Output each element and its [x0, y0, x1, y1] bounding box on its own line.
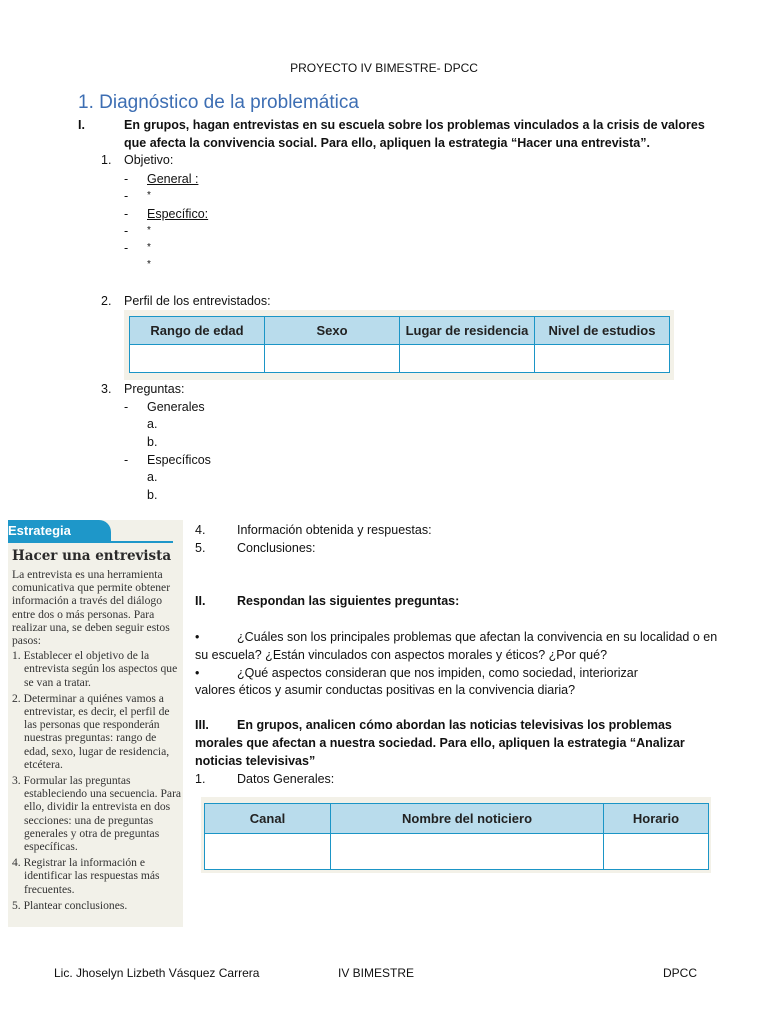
perfil-cell[interactable] — [130, 345, 265, 373]
noticiero-header-horario: Horario — [604, 804, 709, 834]
especificos-item-b: b. — [147, 488, 158, 502]
objetivo-number: 1. — [101, 153, 112, 167]
footer-period: IV BIMESTRE — [338, 966, 415, 980]
document-header-title: PROYECTO IV BIMESTRE- DPCC — [290, 61, 478, 75]
strategy-intro: La entrevista es una herramienta comunicativa que permite obtener información a través del diálogo entre dos o más personas. Para realizar una, se deben seguir estos pasos: — [12, 568, 171, 648]
part-iii-numeral: III. — [195, 718, 209, 732]
perfil-header-rango-edad: Rango de edad — [130, 317, 265, 345]
especificos-item-a: a. — [147, 470, 158, 484]
dash-bullet: - — [124, 241, 129, 255]
preguntas-number: 3. — [101, 382, 112, 396]
strategy-title: Hacer una entrevista — [12, 548, 172, 564]
asterisk-placeholder: * — [147, 242, 151, 253]
question-1-line2: su escuela? ¿Están vinculados con aspectos morales y éticos? ¿Por qué? — [195, 648, 608, 662]
noticiero-cell[interactable] — [604, 834, 709, 870]
strategy-step: 2. Determinar a quiénes vamos a entrevistar, es decir, el perfil de las personas que responderán nuestras preguntas: rango de edad, sexo, lugar de residencia, etcétera. — [12, 691, 170, 771]
part-i-text-line2: que afecta la convivencia social. Para ello, apliquen la estrategia “Hacer una entrevista”. — [124, 136, 650, 150]
strategy-divider — [8, 541, 173, 543]
dash-bullet: - — [124, 207, 129, 221]
generales-item-b: b. — [147, 435, 158, 449]
part-i-text-line1: En grupos, hagan entrevistas en su escuela sobre los problemas vinculados a la crisis de valores — [124, 118, 705, 132]
part-i-numeral: I. — [78, 118, 85, 132]
general-label: General : — [147, 172, 199, 186]
bullet-icon: • — [195, 630, 200, 644]
perfil-header-sexo: Sexo — [265, 317, 400, 345]
footer-course: DPCC — [663, 966, 698, 980]
conclusiones-label: Conclusiones: — [237, 541, 316, 555]
strategy-step: 5. Plantear conclusiones. — [12, 898, 128, 912]
perfil-header-lugar-residencia: Lugar de residencia — [400, 317, 535, 345]
datos-number: 1. — [195, 772, 206, 786]
dash-bullet: - — [124, 224, 129, 238]
perfil-header-nivel-estudios: Nivel de estudios — [535, 317, 670, 345]
question-2-line1: ¿Qué aspectos consideran que nos impiden, como sociedad, interiorizar — [237, 666, 638, 680]
perfil-number: 2. — [101, 294, 112, 308]
perfil-cell[interactable] — [265, 345, 400, 373]
strategy-step: 3. Formular las preguntas estableciendo una secuencia. Para ello, dividir la entrevista en dos secciones: una de preguntas generales y otra de preguntas específicas. — [12, 774, 182, 854]
dash-bullet: - — [124, 172, 129, 186]
dash-bullet: - — [124, 453, 129, 467]
asterisk-placeholder: * — [147, 225, 151, 236]
noticiero-header-nombre: Nombre del noticiero — [331, 804, 604, 834]
section-heading: 1. Diagnóstico de la problemática — [78, 92, 359, 113]
info-number: 4. — [195, 523, 206, 537]
especificos-label: Específicos — [147, 453, 211, 467]
noticiero-header-canal: Canal — [205, 804, 331, 834]
bullet-icon: • — [195, 666, 200, 680]
strategy-tab: Estrategia — [8, 520, 111, 542]
part-iii-line2: morales que afectan a nuestra sociedad. Para ello, apliquen la estrategia “Analizar — [195, 736, 685, 750]
part-iii-line1: En grupos, analicen cómo abordan las noticias televisivas los problemas — [237, 718, 672, 732]
dash-bullet: - — [124, 400, 129, 414]
part-ii-numeral: II. — [195, 594, 206, 608]
strategy-step: 4. Registrar la información e identificar las respuestas más frecuentes. — [12, 856, 160, 896]
question-2-line2: valores éticos y asumir conductas positivas en la convivencia diaria? — [195, 683, 576, 697]
info-label: Información obtenida y respuestas: — [237, 523, 432, 537]
conclusiones-number: 5. — [195, 541, 206, 555]
objetivo-label: Objetivo: — [124, 153, 174, 167]
question-1-line1: ¿Cuáles son los principales problemas que afectan la convivencia en su localidad o en — [237, 630, 718, 644]
generales-item-a: a. — [147, 417, 158, 431]
perfil-table — [129, 316, 670, 373]
especifico-label: Específico: — [147, 207, 209, 221]
preguntas-label: Preguntas: — [124, 382, 185, 396]
noticiero-table — [204, 803, 709, 870]
footer-author: Lic. Jhoselyn Lizbeth Vásquez Carrera — [54, 966, 260, 980]
asterisk-placeholder: * — [147, 259, 151, 270]
strategy-body — [12, 568, 182, 915]
asterisk-placeholder: * — [147, 190, 151, 201]
datos-label: Datos Generales: — [237, 772, 335, 786]
generales-label: Generales — [147, 400, 205, 414]
part-ii-title: Respondan las siguientes preguntas: — [237, 594, 460, 608]
perfil-cell[interactable] — [400, 345, 535, 373]
perfil-cell[interactable] — [535, 345, 670, 373]
perfil-label: Perfil de los entrevistados: — [124, 294, 271, 308]
noticiero-cell[interactable] — [205, 834, 331, 870]
strategy-step: 1. Establecer el objetivo de la entrevista según los aspectos que se van a tratar. — [12, 649, 178, 689]
strategy-steps — [12, 649, 182, 912]
noticiero-cell[interactable] — [331, 834, 604, 870]
dash-bullet: - — [124, 189, 129, 203]
strategy-box — [8, 520, 183, 927]
part-iii-line3: noticias televisivas” — [195, 754, 316, 768]
